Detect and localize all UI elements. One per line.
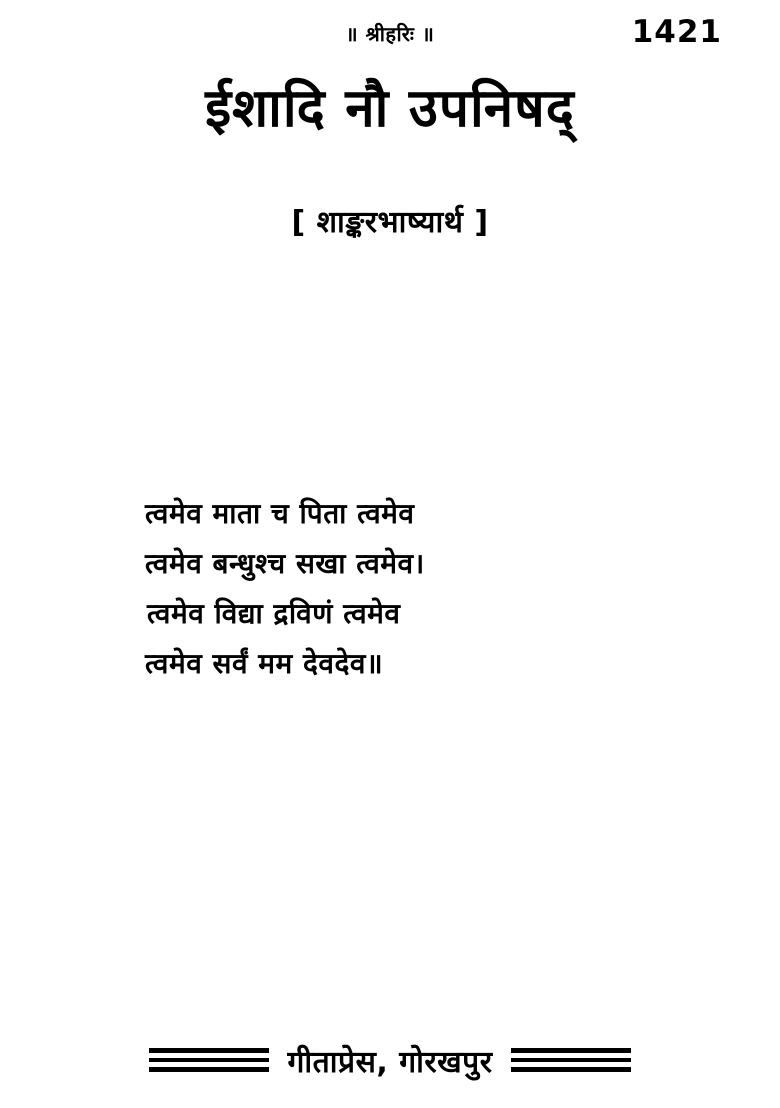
verse-block — [145, 497, 635, 700]
page-subtitle: [ शाङ्करभाष्यार्थ ] — [291, 205, 489, 240]
rule-bar — [149, 1058, 269, 1062]
page-header — [0, 14, 780, 60]
publisher-name: गीताप्रेस, गोरखपुर — [287, 1044, 493, 1080]
verse-line: त्वमेव विद्या द्रविणं त्वमेव — [147, 597, 401, 630]
verse-line: त्वमेव बन्धुश्च सखा त्वमेव। — [145, 547, 425, 580]
page-number: 1421 — [631, 14, 722, 50]
rule-bar — [511, 1058, 631, 1062]
rule-bar — [149, 1048, 269, 1053]
page-title: ईशादि नौ उपनिषद् — [205, 78, 575, 139]
rule-bar — [511, 1067, 631, 1072]
verse-line: त्वमेव सर्वं मम देवदेव॥ — [145, 647, 384, 680]
right-rule-ornament — [511, 1048, 631, 1072]
verse-line: त्वमेव माता च पिता त्वमेव — [145, 497, 415, 530]
rule-bar — [511, 1048, 631, 1053]
page-footer — [0, 1030, 780, 1090]
left-rule-ornament — [149, 1048, 269, 1072]
invocation-text: ॥ श्रीहरिः ॥ — [345, 22, 435, 46]
rule-bar — [149, 1067, 269, 1072]
